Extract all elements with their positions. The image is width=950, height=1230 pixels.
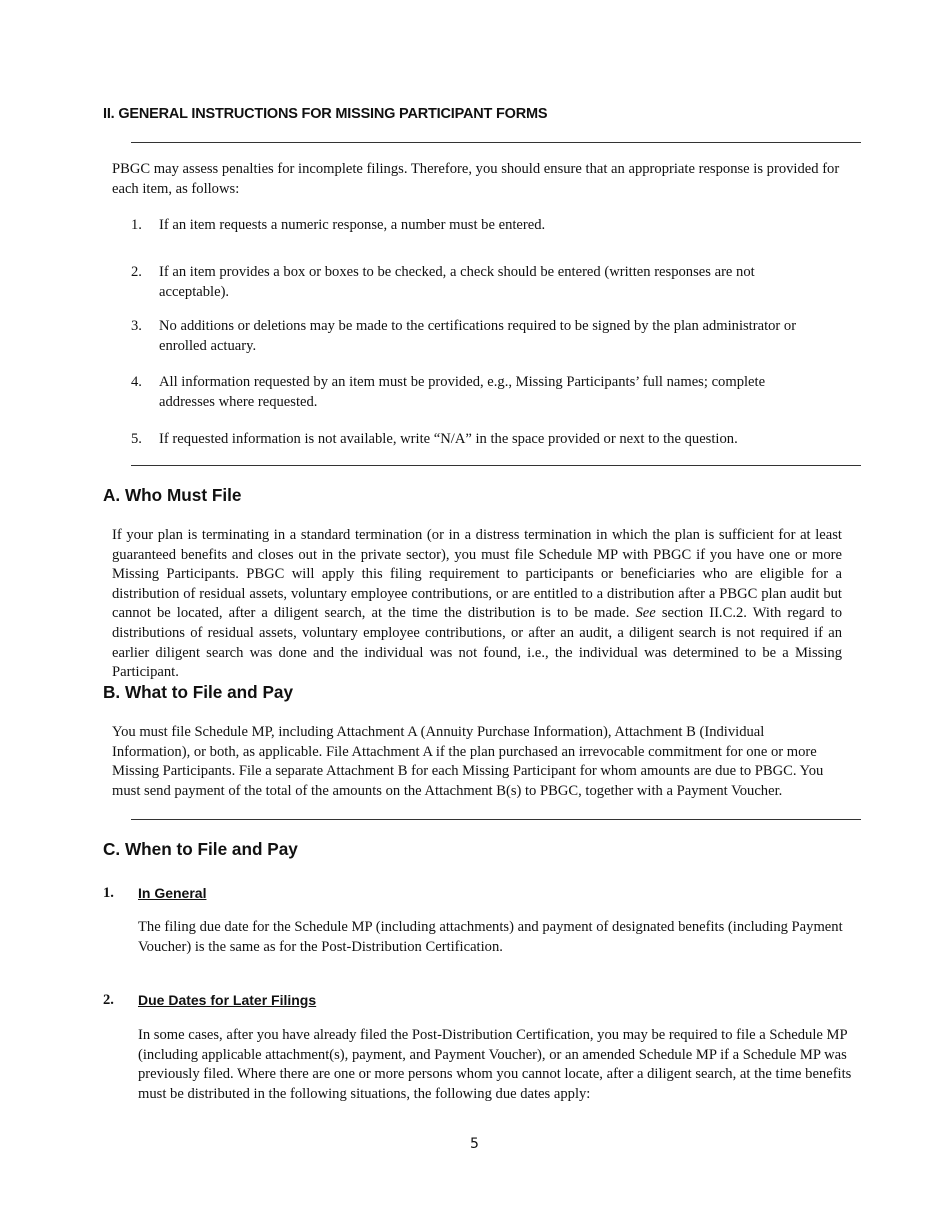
divider-top — [131, 142, 861, 143]
section-a-body — [112, 526, 842, 683]
section-a-see: See — [635, 605, 656, 622]
section-a-heading: A. Who Must File — [103, 485, 242, 505]
list-item-text: If an item provides a box or boxes to be checked, a check should be entered (written responses are not acceptable). — [159, 264, 755, 300]
section-a-text-1: If your plan is terminating in a standard termination (or in a distress termination in which the plan is sufficient for at least guaranteed benefits and closes out in the private sector), you must file Schedule MP with PBGC if you have one or more Missing Participants. PBGC will apply this filing requirement to participants or beneficiaries who are eligible for a distribution of residual assets, voluntary employee contributions, or are entitled to a distribution after a PBGC plan audit but cannot be located, after a diligent search, at the time the distribution is to be made. — [112, 527, 842, 622]
subsection-1-body: The filing due date for the Schedule MP (including attachments) and payment of designated benefits (including Payment Voucher) is the same as for the Post-Distribution Certification. — [138, 919, 843, 955]
list-item-text: If requested information is not available, write “N/A” in the space provided or next to the question. — [159, 431, 738, 447]
main-heading: II. GENERAL INSTRUCTIONS FOR MISSING PARTICIPANT FORMS — [103, 106, 548, 122]
section-c-heading: C. When to File and Pay — [103, 839, 298, 859]
section-a-text-2: section II.C.2. With regard to distributions of residual assets, voluntary employee contributions, or after an audit, a diligent search is not required if an earlier diligent search was done and the individual was not found, i.e., the individual was determined to be a Missing Participant. — [112, 605, 843, 681]
subsection-1-number: 1. — [103, 885, 114, 901]
subsection-2-body: In some cases, after you have already filed the Post-Distribution Certification, you may be required to file a Schedule MP (including applicable attachment(s), payment, and Payment Voucher), or an amended Schedule MP if a Schedule MP was previously filed. Where there are one or more persons whom you cannot locate, after a diligent search, at the time benefits must be distributed in the following situations, the following due dates apply: — [138, 1027, 852, 1102]
divider-section-b — [131, 819, 861, 820]
list-item-number: 1. — [131, 217, 142, 233]
list-item-number: 5. — [131, 431, 142, 447]
divider-list-end — [131, 465, 861, 466]
intro-paragraph: PBGC may assess penalties for incomplete filings. Therefore, you should ensure that an appropriate response is provided for each item, as follows: — [112, 161, 840, 197]
subsection-2-number: 2. — [103, 992, 114, 1008]
list-item-number: 3. — [131, 318, 142, 334]
list-item-text: If an item requests a numeric response, a number must be entered. — [159, 217, 546, 233]
list-item-number: 4. — [131, 374, 142, 390]
subsection-2-title: Due Dates for Later Filings — [138, 992, 317, 1008]
section-b-heading: B. What to File and Pay — [103, 682, 294, 702]
section-b-body: You must file Schedule MP, including Attachment A (Annuity Purchase Information), Attachment B (Individual Information), or both, as applicable. File Attachment A if the plan purchased an irrevocable commitment for one or more Missing Participants. File a separate Attachment B for each Missing Participant for whom amounts are due to PBGC. You must send payment of the total of the amounts on the Attachment B(s) to PBGC, together with a Payment Voucher. — [112, 724, 824, 799]
list-item-text: No additions or deletions may be made to the certifications required to be signed by the plan administrator or enrolled actuary. — [159, 318, 797, 354]
subsection-1-title: In General — [138, 885, 207, 901]
list-item-text: All information requested by an item must be provided, e.g., Missing Participants’ full names; complete addresses where requested. — [159, 374, 766, 410]
page-number: 5 — [470, 1136, 479, 1152]
list-item-number: 2. — [131, 264, 142, 280]
